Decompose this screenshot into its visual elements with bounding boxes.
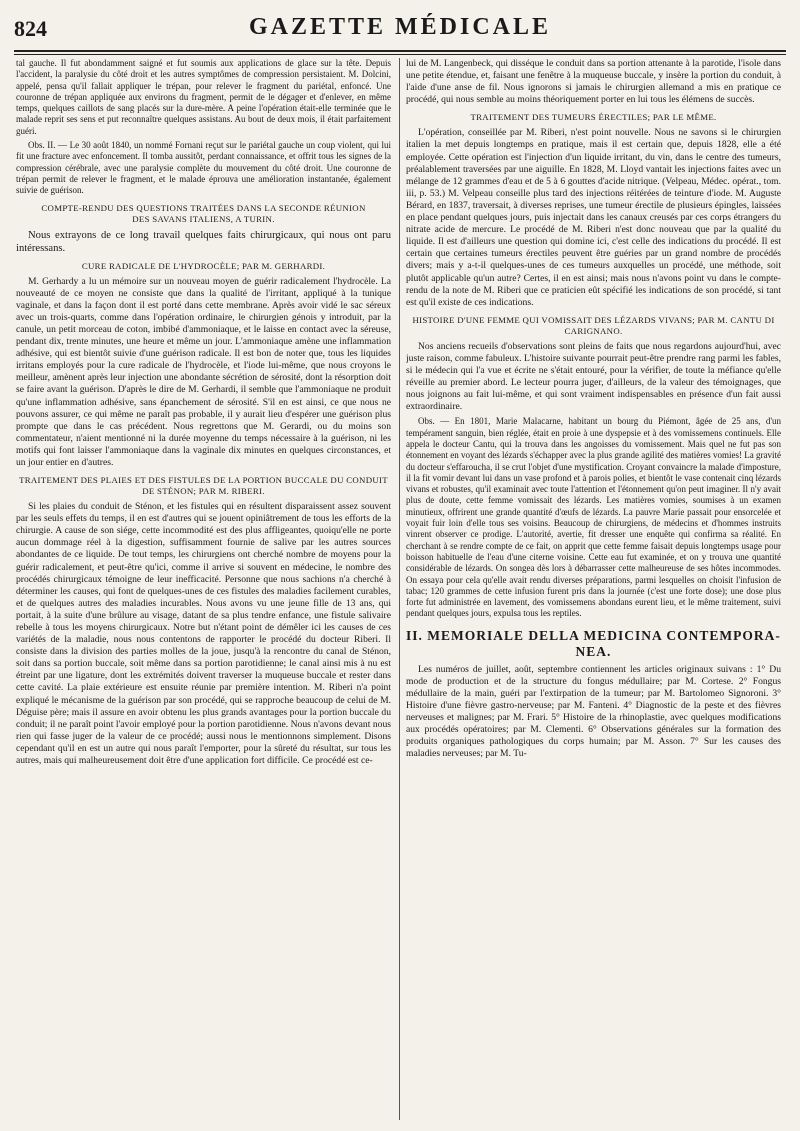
section-heading-memoriale xyxy=(406,628,781,660)
paragraph: M. Gerhardy a lu un mémoire sur un nouveau moyen de guérir radicalement l'hydrocèle. La nouveauté de ce moyen ne consiste que dans la qualité de l'irritant, appliqué à la tunique vaginale, et dans la façon dont il est porté dans cette membrane. Après avoir vidé le sac séreux avec un trois-quarts, comme dans l'opération ordinaire, le chirurgien génois y introduit, par la canule, un petit morceau de coton, imbibé d'ammoniaque, et le laisse en contact avec la séreuse, pendant dix, trente minutes, une heure et même un jour. L'ammoniaque amène une inflammation adhésive, qui est bientôt suivie d'une guérison radicale. Il est bon de noter que, tous les liquides irritans employés pour la cure radicale de l'hydrocèle, et l'iode lui-même, que nous croyons le meilleur, amènent après leur injection une abondante sécrétion de sérosité, dont la résorption doit se faire avant la guérison. D'après le dire de M. Gerhardi, il semble que l'ammoniaque ne produit qu'une inflammation adhésive, sans épanchement de sérosité. S'il en est ainsi, ce que nous ne pouvons assurer, ce qui même ne paraît pas probable, il y aurait lieu d'espérer une guérison plus prompte que dans le cas précédent. Nous regrettons que M. Gerardi, ou du moins son commentateur, n'aient mentionné ni la durée moyenne du temps nécessaire à la guérison, ni les motifs qui font laisser l'ammoniaque dans la vaginale dix minutes en quelques circonstances, et un jour entier en d'autres. xyxy=(16,275,391,468)
subsection-heading: TRAITEMENT DES TUMEURS ÉRECTILES; PAR LE MÊME. xyxy=(470,112,717,123)
subsection-heading: HISTOIRE D'UNE FEMME QUI VOMISSAIT DES LÉZARDS VIVANS; PAR M. CANTU DI CARIGNANO. xyxy=(412,314,775,336)
observation-paragraph: Obs. — En 1801, Marie Malacarne, habitant un bourg du Piémont, âgée de 25 ans, d'un tempérament sanguin, bien réglée, était en proie à une dyspepsie et à des vomissemens continuels. Elle appela le docteur Cantu, qui la trouva dans les angoisses du vomissement. Mais quel ne fut pas son étonnement en voyant des lézards s'échapper avec la plus grande agilité des matières vomies! La gravité du docteur s'effaroucha, il se crut l'objet d'une mystification. Croyant convaincre la malade d'imposture, il la fit vomir devant lui dans un vase profond et à parois polies, et bientôt le vase contenait cinq lézards vivans et robustes, qu'il examinait avec toute l'attention et l'étonnement qu'on peut imaginer. Il n'y avait plus de doute, cette femme vomissait des lézards. Les matières vomies, soumises à un examen minutieux, offrirent une grande quantité d'œufs de lézards. La pauvre Marie passait pour ensorcelée et voyait fuir loin d'elle tous ses voisins. Beaucoup de chirurgiens, de médecins et d'hommes instruits vinrent observer ce prodige. L'autorité, avertie, fit dresser une enquête qui confirma sa réalité. En cherchant à se rendre compte de ce fait, on apprit que cette femme faisait depuis longtemps usage pour boisson habituelle de l'eau d'une citerne voisine. Cette eau fut examinée, et on y trouva une quantité considérable de lézards. On songea dès lors à débarrasser cette malheureuse de ses hôtes incommodes. On essaya pour cela qu'elle avait rendu diverses préparations, parmi lesquelles on choisit l'infusion de tabac; 120 grammes de cette infusion furent pris dans la journée (c'est une forte dose); une dose plus forte fut administrée en lavement, des vomissemens abondans eurent lieu, et le même traitement, suivi pendant quelques jours, expulsa tous les reptiles. xyxy=(406,416,781,619)
paragraph: Les numéros de juillet, août, septembre contiennent les articles originaux suivans : 1° Du mode de production et de la structure du fongus médullaire; par M. Cortese. 2° Fongus médullaire de la main, guéri par l'extirpation de la tumeur; par M. Bartolomeo Signoroni. 3° Histoire d'une fièvre gastro-nerveuse; par M. Fanteni. 4° Diagnostic de la peste et des fièvres nerveuses et malignes; par M. Frari. 5° Histoire de la rhinoplastie, avec quelques modifications aux procédés opératoires; par M. Clementi. 6° Observations générales sur la formation des produits organiques pathologiques du corps humain; par M. Asson. 7° Sur les causes des maladies nerveuses; par M. Tu- xyxy=(406,663,781,760)
header-rule xyxy=(14,50,786,55)
left-column xyxy=(16,58,391,1120)
intro-paragraph: Nous extrayons de ce long travail quelques faits chirurgicaux, qui nous ont paru intéressans. xyxy=(16,229,391,254)
journal-title: GAZETTE MÉDICALE xyxy=(248,14,552,40)
section-heading xyxy=(16,203,391,225)
observation-paragraph: Obs. II. — Le 30 août 1840, un nommé Fornani reçut sur le pariétal gauche un coup violent, qui lui fit une fracture avec enfoncement. Il tomba aussitôt, perdant connaissance, et offrit tous les signes de la compression cérébrale, avec une paralysie complète du mouvement du côté droit. Une couronne de trépan permit de relever le fragment, et le malade éprouva une amélioration instantanée, également suivie de guérison. xyxy=(16,140,391,196)
paragraph: lui de M. Langenbeck, qui disséque le conduit dans sa portion attenante à la parotide, l'isole dans une petite étendue, et, faisant une fenêtre à la muqueuse buccale, y insère la portion du conduit, à l'aide d'une anse de fil. Nous ignorons si jamais le chirurgien allemand a mis en pratique ce procédé, qui nous semble au moins théoriquement porter en lui tous les élémens de succès. xyxy=(406,58,781,106)
paragraph: Nos anciens recueils d'observations sont pleins de faits que nous regardons aujourd'hui, avec juste raison, comme fabuleux. L'histoire suivante pourrait peut-être prendre rang parmi les fables, si le médecin qui l'a vue et écrite ne s'était entouré, pour la vérifier, de toute la méfiance qu'elle réveille au premier abord. Le lecteur pourra juger, d'ailleurs, de la valeur des témoignages, que nous joignons au fait lui-même, et qui sont vraiment indispensables en présence d'un fait aussi extraordinaire. xyxy=(406,340,781,413)
subsection-heading: TRAITEMENT DES PLAIES ET DES FISTULES DE LA PORTION BUCCALE DU CONDUIT DE STÉNON; PAR M. RIBERI. xyxy=(19,475,388,497)
section-heading-line1: COMPTE-RENDU DES QUESTIONS TRAITÉES DANS LA SECONDE RÉUNION xyxy=(41,202,366,213)
column-divider xyxy=(399,58,400,1120)
right-column xyxy=(406,58,781,1120)
page-header xyxy=(14,14,786,48)
subsection-heading: CURE RADICALE DE L'HYDROCÈLE; PAR M. GERHARDI. xyxy=(81,260,326,271)
paragraph: tal gauche. Il fut abondamment saigné et fut soumis aux applications de glace sur la tête. Depuis l'accident, la paralysie du côté droit et les autres symptômes de compression persistaient. M. Dolcini, appelé, pensa qu'il fallait appliquer le trépan, pour relever le fragment du pariétal, enfoncé. Une couronne de trépan appliquée aux environs du fragment, permit de le dégager et d'enlever, en même temps, quelques caillots de sang placés sur la dure-mère. A peine l'opération était-elle terminée que le malade reprit ses sens et put reconnaître quelques assistans. Au bout de deux mois, il était parfaitement guéri. xyxy=(16,58,391,136)
paragraph: L'opération, conseillée par M. Riberi, n'est point nouvelle. Nous ne savons si le chirurgien italien la met depuis longtemps en pratique, mais il est certain que, depuis 1828, elle a été employée. Cette opération est l'injection d'un liquide irritant, du vin, dans le centre des tumeurs, préalablement traversées par une aiguille. En 1828, M. Lloyd vantait les injections faites avec un mélange de 12 grammes d'eau et de 5 à 6 gouttes d'acide nitrique. (Velpeau, Médec. opérat., tom. iii, p. 53.) M. Velpeau conseille plus tard des injections réitérées de teinture d'iode. M. Auguste Bérard, en 1837, traversait, à diverses reprises, une tumeur érectile de plusieurs épingles, laissées en place pendant quelques jours, puis injectait dans les canaux creusés par ces corps étrangers du nitrate acide de mercure. Le procédé de M. Riberi n'est donc nouveau que par la qualité du liquide. Il est d'ailleurs une question qui domine ici, c'est celle des indications du procédé. Il est certain que certaines tumeurs érectiles peuvent être guéries par un grand nombre de procédés divers; mais y a-t-il quelques-unes de ces tumeurs auxquelles un procédé, une méthode, soit plutôt applicable qu'un autre? Certes, il en est ainsi; mais nous n'avons point vu dans le compte-rendu de la note de M. Riberi que ce praticien eût spécifié les indications de son procédé, si tant est qu'il existe de ces indications. xyxy=(406,127,781,308)
page-number: 824 xyxy=(14,16,47,41)
section-heading-line1: II. MEMORIALE DELLA MEDICINA CONTEMPORA- xyxy=(406,627,781,643)
section-heading-line2: NEA. xyxy=(575,643,612,659)
paragraph: Si les plaies du conduit de Sténon, et les fistules qui en résultent disparaissent assez souvent par les seuls effets du temps, il en est d'autres qui se jouent opiniâtrement de tous les efforts de la chirurgie. A cause de son siége, cette incommodité est des plus affligeantes, quoiqu'elle ne porte aucun dommage réel à la digestion, suffisamment fournie de salive par les autres sources abondantes de ce liquide. De tout temps, les chirurgiens ont cherché nombre de moyens pour la guérir radicalement, et peut-être qu'ici, comme il arrive si souvent en médecine, le nombre des procédés chirurgicaux témoigne de leur inefficacité. Personne que nous sachions n'a cherché à déterminer les causes, qui font de quelques-unes de ces fistules des maladies facilement curables, et de quelques autres des maladies incurables. Nous avons vu une jeune fille de 13 ans, qui portait, à la suite d'une brûlure au visage, datant de sa plus tendre enfance, une fistule salivaire rebelle à tous les moyens chirurgicaux. Notre but n'étant point de démêler ici les causes de ces variétés de la maladie, nous nous contentons de rapporter le procédé du docteur Riberi. Il consiste dans la division des parties molles de la joue, jusqu'à la rencontre du canal de Sténon, soit dans sa portion buccale, soit même dans sa portion parotidienne; le canal ainsi mis à nu est étreint par une ligature, dont les extrémités doivent traverser la muqueuse buccale et rester dans cette cavité. La plaie extérieure est ensuite réunie par première intention. M. Riberi n'a point expliqué le mécanisme de la guérison par son procédé, qui se rapproche beaucoup de celui de M. Déguise père; mais il assure en avoir obtenu les plus grands avantages pour la portion buccale du conduit; il ne paraît point l'avoir employé pour la portion parotidienne. Nous n'avons devant nous rien qui fasse juger de la valeur de ce procédé; aussi nous le mentionnons simplement. Disons cependant qu'il en est un autre qui nous paraît l'emporter, pour la sûreté du résultat, sur tous les autres, mais qui malheureusement doit être d'une application fort difficile. Ce procédé est ce- xyxy=(16,501,391,767)
section-heading-line2: DES SAVANS ITALIENS, A TURIN. xyxy=(132,213,275,224)
